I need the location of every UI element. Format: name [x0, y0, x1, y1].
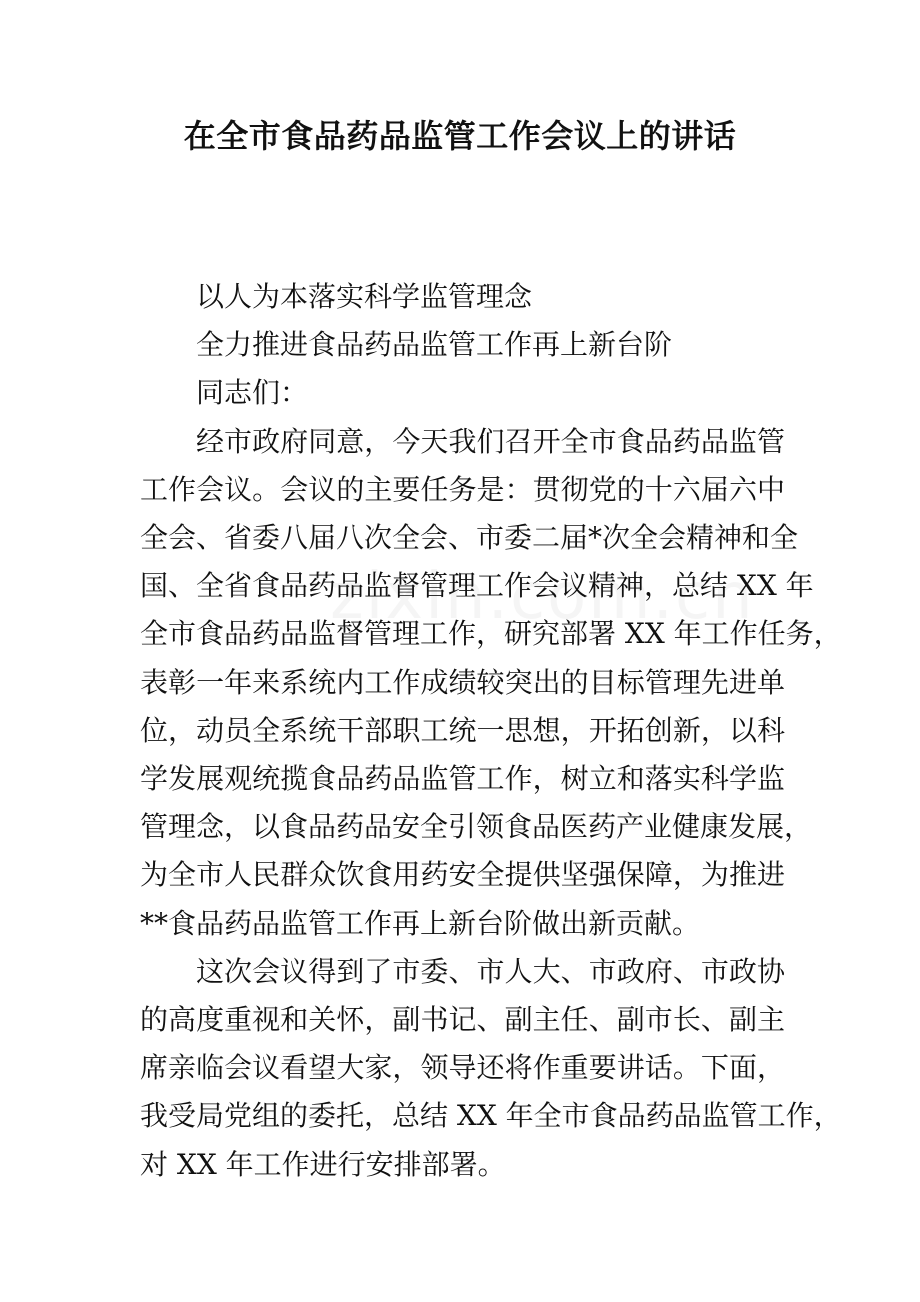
paragraph-line: 我受局党组的委托，总结 XX 年全市食品药品监管工作，	[140, 1099, 842, 1133]
paragraph-line: 的高度重视和关怀，副书记、副主任、副市长、副主	[140, 1003, 785, 1037]
paragraph-2	[140, 948, 842, 1189]
paragraph-line: 对 XX 年工作进行安排部署。	[140, 1147, 506, 1181]
subtitle-1: 以人为本落实科学监管理念	[196, 280, 533, 313]
paragraph-line: **食品药品监管工作再上新台阶做出新贡献。	[140, 906, 701, 940]
paragraph-line: 表彰一年来系统内工作成绩较突出的目标管理先进单	[140, 665, 785, 699]
document-body	[140, 273, 842, 1189]
paragraph-line: 经市政府同意，今天我们召开全市食品药品监管	[196, 424, 785, 458]
paragraph-line: 这次会议得到了市委、市人大、市政府、市政协	[196, 954, 785, 988]
paragraph-line: 全市食品药品监督管理工作，研究部署 XX 年工作任务，	[140, 617, 842, 651]
paragraph-line: 管理念，以食品药品安全引领食品医药产业健康发展，	[140, 810, 813, 844]
salutation: 同志们：	[196, 376, 309, 410]
paragraph-line: 位，动员全系统干部职工统一思想，开拓创新，以科	[140, 713, 785, 747]
paragraph-line: 学发展观统揽食品药品监管工作，树立和落实科学监	[140, 762, 785, 796]
subtitle-2: 全力推进食品药品监管工作再上新台阶	[196, 328, 673, 362]
paragraph-line: 全会、省委八届八次全会、市委二届*次全会精神和全	[140, 521, 799, 555]
paragraph-line: 席亲临会议看望大家，领导还将作重要讲话。下面，	[140, 1051, 785, 1085]
paragraph-line: 工作会议。会议的主要任务是：贯彻党的十六届六中	[140, 472, 785, 506]
paragraph-line: 为全市人民群众饮食用药安全提供坚强保障，为推进	[140, 858, 785, 892]
paragraph-1	[140, 418, 842, 948]
page-title: 在全市食品药品监管工作会议上的讲话	[183, 117, 737, 155]
paragraph-line: 国、全省食品药品监督管理工作会议精神，总结 XX 年	[140, 569, 814, 603]
